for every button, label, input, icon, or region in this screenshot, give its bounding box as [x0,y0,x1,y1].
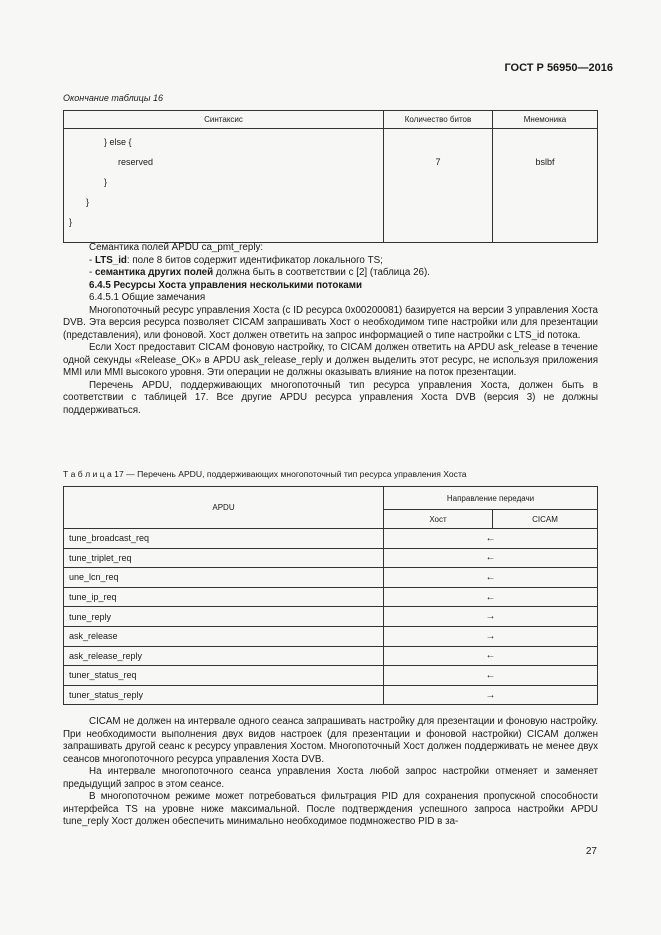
direction-arrow: ← [384,529,598,549]
code-line: } else { [104,137,132,147]
col-direction: Направление передачи [384,487,598,510]
table-row [64,587,598,607]
paragraph: На интервале многопоточного сеанса управления Хоста любой запрос настройки отменяет и заменяет предыдущий запрос в этом сеансе. [63,766,598,790]
apdu-name: tune_reply [64,607,384,627]
document-header: ГОСТ Р 56950—2016 [504,62,613,74]
paragraph: Многопоточный ресурс управления Хоста (с ID ресурса 0x00200081) базируется на версии 3 управления Хоста DVB. Эта версия ресурса позволяет CICAM запрашивать Хост о необходимом типе настройки или для презентации (представления), или фоновой. Хост должен ответить на запрос информацией о типе настройки с LTS_id потока. [63,304,598,341]
apdu-name: une_lcn_req [64,568,384,588]
direction-arrow: ← [384,568,598,588]
mnemonic-cell: bslbf [493,129,598,243]
syntax-cell [64,129,384,243]
text-block-1 [63,242,598,417]
bits-cell: 7 [384,129,493,243]
paragraph: Перечень APDU, поддерживающих многопоточный тип ресурса управления Хоста, должен быть в соответствии с таблицей 17. Все другие APDU ресурса управления Хоста DVB (версия 3) не должны поддерживаться. [63,379,598,416]
direction-arrow: ← [384,587,598,607]
code-line: } [104,177,108,187]
bullet-lts-id: - LTS_id: поле 8 битов содержит идентификатор локального TS; [89,254,383,266]
subsection-heading: 6.4.5.1 Общие замечания [89,292,206,303]
code-line: } [69,217,73,227]
paragraph: Если Хост предоставит CICAM фоновую настройку, то CICAM должен ответить на APDU ask_release в течение одной секунды «Release_OK» в APDU ask_release_reply и должен выделить этот ресурс, не используя приложения MMI или MMI высокого уровня. Эти операции не должны оказывать влияние на поток презентации. [63,342,598,378]
col-cicam: CICAM [493,510,598,529]
apdu-name: tune_ip_req [64,587,384,607]
page-number: 27 [585,846,597,857]
table-row [64,666,598,686]
table-row [64,529,598,549]
semantics-intro: Семантика полей APDU ca_pmt_reply: [89,242,264,253]
col-apdu: APDU [64,487,384,529]
apdu-name: tune_broadcast_req [64,529,384,549]
text-block-2 [63,716,598,829]
apdu-name: tune_triplet_req [64,548,384,568]
table-row [64,626,598,646]
apdu-name: tuner_status_reply [64,685,384,705]
direction-arrow: → [384,626,598,646]
direction-arrow: ← [384,548,598,568]
table17-caption: Т а б л и ц а 17 — Перечень APDU, поддерживающих многопоточный тип ресурса управления Хоста [63,469,467,479]
table-row [64,568,598,588]
bullet-other-fields: - семантика других полей должна быть в соответствии с [2] (таблица 26). [89,267,430,278]
code-line: } [86,197,90,207]
table-row [64,548,598,568]
apdu-name: tuner_status_req [64,666,384,686]
direction-arrow: → [384,685,598,705]
col-bits: Количество битов [384,111,493,129]
direction-arrow: ← [384,666,598,686]
table-row [64,646,598,666]
col-mnemonic: Мнемоника [493,111,598,129]
direction-arrow: ← [384,646,598,666]
apdu-name: ask_release_reply [64,646,384,666]
col-syntax: Синтаксис [64,111,384,129]
table-row [64,607,598,627]
direction-arrow: → [384,607,598,627]
paragraph: В многопоточном режиме может потребоваться фильтрация PID для сохранения пропускной способности интерфейса TS на уровне ниже максимальной. После подтверждения успешного запроса настройки APDU tune_reply Хост должен обеспечить минимально необходимое подмножество PID в за- [63,791,598,827]
table-17 [63,486,598,705]
table-row [64,685,598,705]
table-16 [63,110,598,243]
code-line: reserved [118,157,154,167]
table16-caption: Окончание таблицы 16 [63,93,163,103]
paragraph: CICAM не должен на интервале одного сеанса запрашивать настройку для презентации и фоновую настройку. При необходимости выполнения двух видов настроек (для презентации и фоновой настройки) CICAM должен запрашивать другой сеанс к ресурсу управления Хостом. Многопоточный Хост должен поддерживать не менее двух сеансов многопоточного ресурса управления Хоста DVB. [63,716,598,765]
col-host: Хост [384,510,493,529]
section-heading: 6.4.5 Ресурсы Хоста управления несколькими потоками [89,279,362,291]
apdu-name: ask_release [64,626,384,646]
